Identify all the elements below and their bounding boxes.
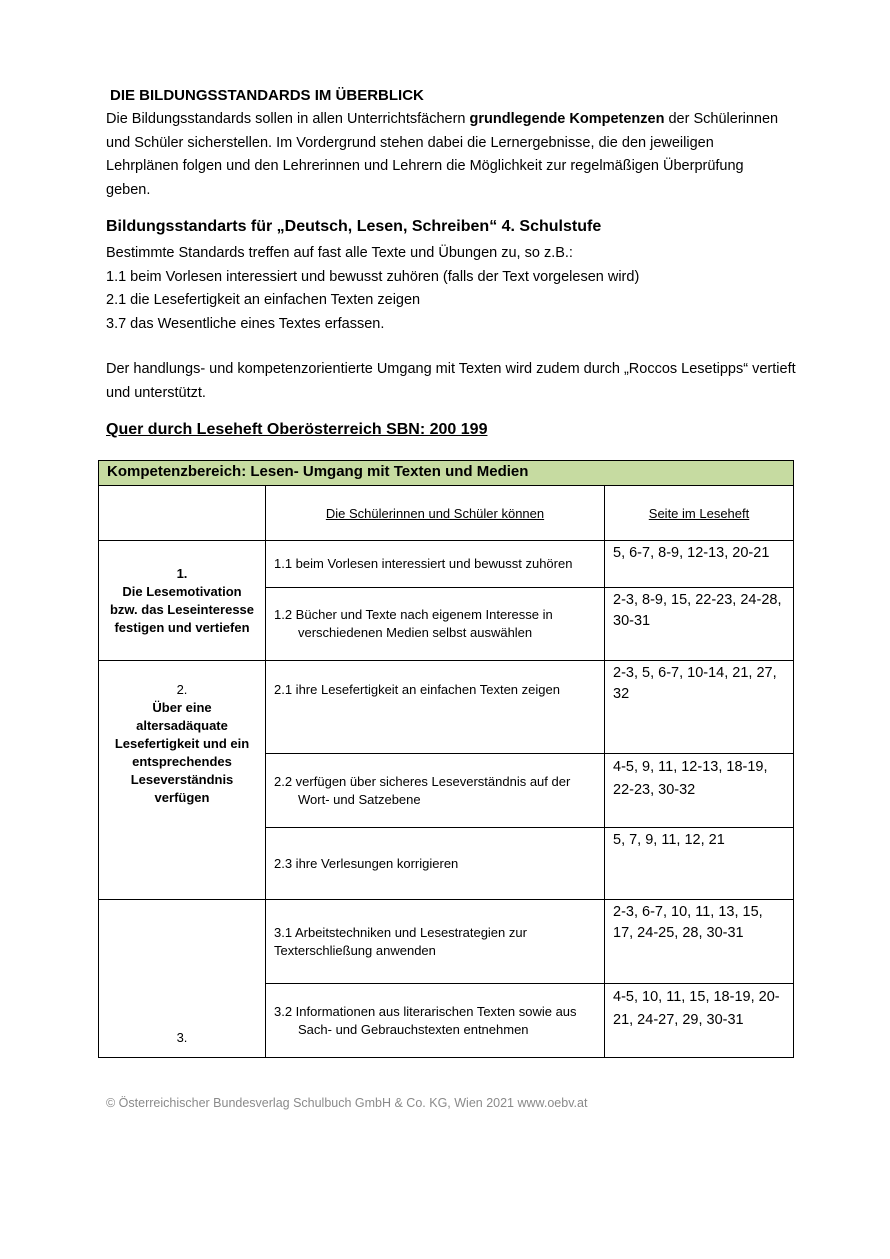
standards-line: 1.1 beim Vorlesen interessiert und bewusst zuhören (falls der Text vorgelesen wird) <box>106 268 640 285</box>
intro-text-1: Die Bildungsstandards sollen in allen Unterrichtsfächern <box>106 111 470 127</box>
competence-text: 1.1 beim Vorlesen interessiert und bewusst zuhören <box>274 556 573 571</box>
competence-table <box>98 460 794 1058</box>
competence-text-continued: Sach- und Gebrauchstexten entnehmen <box>298 1021 529 1037</box>
area-1-cell <box>99 541 266 661</box>
pages-cell: 2-3, 5, 6-7, 10-14, 21, 27, 32 <box>605 661 794 754</box>
competence-text-continued: Wort- und Satzebene <box>298 791 421 807</box>
competence-cell <box>266 541 605 588</box>
page-heading: DIE BILDUNGSSTANDARDS IM ÜBERBLICK <box>110 87 424 104</box>
competence-text: 1.2 Bücher und Texte nach eigenem Interesse in <box>274 607 553 622</box>
area-title: Über eine altersadäquate Lesefertigkeit und ein entsprechendes Leseverständnis verfügen <box>114 700 250 805</box>
competence-cell <box>266 588 605 661</box>
area-2-cell <box>99 661 266 900</box>
standards-line: Bestimmte Standards treffen auf fast alle Texte und Übungen zu, so z.B.: <box>106 245 573 261</box>
column-header-pages: Seite im Leseheft <box>605 486 794 541</box>
area-number: 3. <box>176 1030 188 1045</box>
standards-title: Bildungsstandarts für „Deutsch, Lesen, Schreiben“ 4. Schulstufe <box>106 218 602 235</box>
area-3-cell <box>99 900 266 1058</box>
pages-cell: 2-3, 8-9, 15, 22-23, 24-28, 30-31 <box>605 588 794 661</box>
intro-text-2: der Schülerinnen und Schüler sicherstellen. Im Vordergrund stehen dabei die Lernergebnisse, die den jeweiligen Lehrplänen folgen und den Lehrerinnen und Lehrern die Möglichkeit zur regelmäßigen Überprüfung geben. <box>106 111 779 198</box>
pages-cell: 5, 6-7, 8-9, 12-13, 20-21 <box>605 541 794 588</box>
empty-header-cell <box>99 486 266 541</box>
area-number: 2. <box>176 682 188 697</box>
roccos-paragraph: Der handlungs- und kompetenzorientierte Umgang mit Texten wird zudem durch „Roccos Lesetipps“ vertieft und unterstützt. <box>106 361 796 401</box>
section-title: Quer durch Leseheft Oberösterreich SBN: 200 199 <box>106 421 488 438</box>
column-header-students: Die Schülerinnen und Schüler können <box>266 486 605 541</box>
pages-cell: 2-3, 6-7, 10, 11, 13, 15, 17, 24-25, 28, 30-31 <box>605 900 794 984</box>
table-header: Kompetenzbereich: Lesen- Umgang mit Texten und Medien <box>99 461 794 486</box>
competence-cell <box>266 754 605 828</box>
intro-paragraph <box>106 108 786 202</box>
standards-line: 2.1 die Lesefertigkeit an einfachen Texten zeigen <box>106 292 421 308</box>
competence-cell <box>266 984 605 1058</box>
competence-text: 2.2 verfügen über sicheres Leseverständnis auf der <box>274 773 571 789</box>
competence-text: 2.1 ihre Lesefertigkeit an einfachen Texten zeigen <box>274 682 560 697</box>
competence-text: 3.2 Informationen aus literarischen Texten sowie aus <box>274 1003 577 1019</box>
standards-line: 3.7 das Wesentliche eines Textes erfassen. <box>106 315 385 332</box>
area-number: 1. <box>176 565 188 581</box>
pages-cell: 4-5, 9, 11, 12-13, 18-19, 22-23, 30-32 <box>605 754 794 828</box>
area-title: Die Lesemotivation bzw. das Leseinteresse festigen und vertiefen <box>109 583 255 635</box>
competence-text: 3.1 Arbeitstechniken und Lesestrategien zur <box>274 924 527 940</box>
pages-cell: 5, 7, 9, 11, 12, 21 <box>605 828 794 900</box>
intro-bold: grundlegende Kompetenzen <box>469 111 665 127</box>
competence-text-continued: verschiedenen Medien selbst auswählen <box>298 625 533 640</box>
competence-cell <box>266 661 605 754</box>
competence-cell <box>266 828 605 900</box>
standards-list <box>106 242 786 336</box>
copyright-footer: © Österreichischer Bundesverlag Schulbuch GmbH & Co. KG, Wien 2021 www.oebv.at <box>106 1096 588 1110</box>
competence-text-continued: Texterschließung anwenden <box>274 942 436 958</box>
competence-cell <box>266 900 605 984</box>
pages-cell: 4-5, 10, 11, 15, 18-19, 20-21, 24-27, 29, 30-31 <box>605 984 794 1058</box>
competence-text: 2.3 ihre Verlesungen korrigieren <box>274 855 459 871</box>
